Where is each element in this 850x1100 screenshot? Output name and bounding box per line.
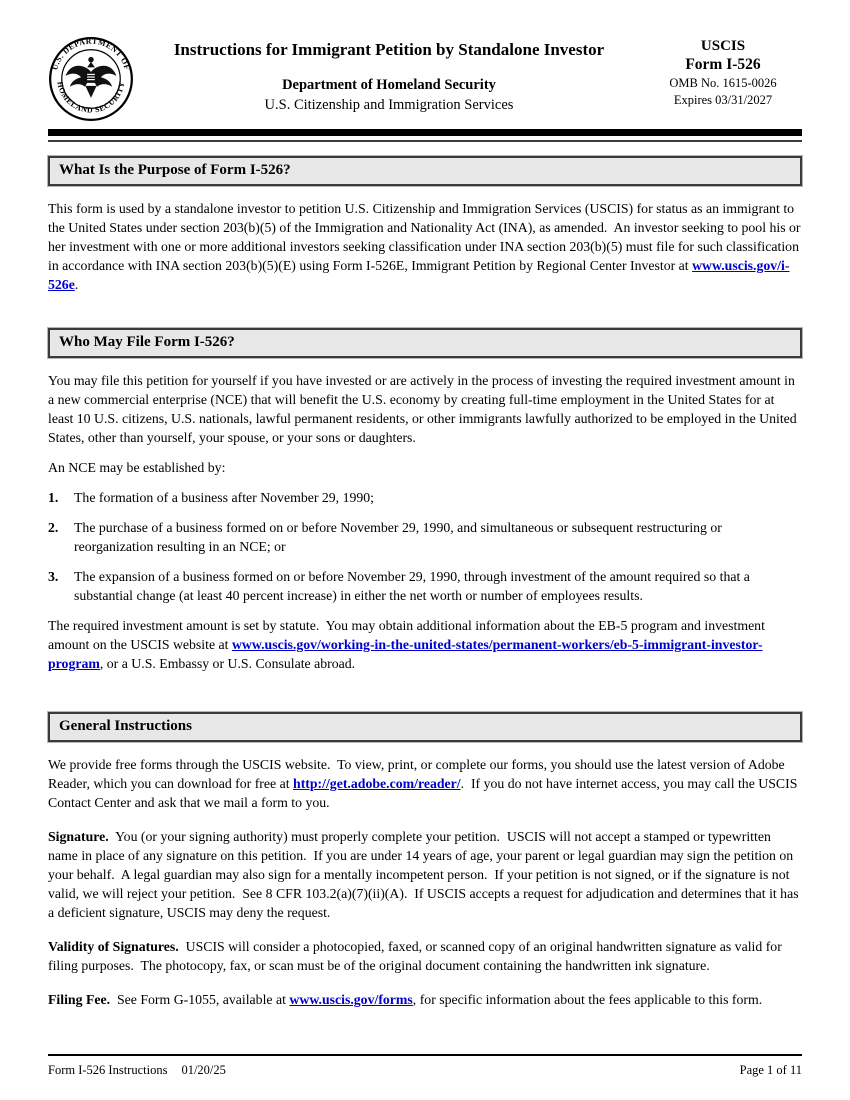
purpose-paragraph: [48, 199, 802, 294]
page-footer: [48, 1054, 802, 1078]
header-rule-thick: [48, 129, 802, 136]
purpose-text-1: This form is used by a standalone investor to petition U.S. Citizenship and Immigration Services (USCIS) for status as an immigrant to the United States under section 203(b)(5) of the Immigration and Nationality Act (INA), as amended. An investor seeking to pool his or her investment with one or more additional investors seeking classification under INA section 203(b)(5) must file for such classification in accordance with INA section 203(b)(5)(E) using Form I-526E, Immigrant Petition by Regional Center Investor at: [48, 201, 804, 273]
signature-text: You (or your signing authority) must properly complete your petition. USCIS will not accept a stamped or typewritten name in place of any signature on this petition. If you are under 14 years of age, your parent or legal guardian may sign the petition on your behalf. A legal guardian may also sign for a mentally incompetent person. If your petition is not signed, or if the signature is not valid, we will reject your petition. See 8 CFR 103.2(a)(7)(ii)(A). If USCIS accepts a request for adjudication and determines that it has a deficient signature, USCIS may deny the request.: [48, 829, 803, 920]
eagle-glyph: [66, 57, 117, 98]
list-item-number: 1.: [48, 490, 59, 505]
list-item: [48, 567, 802, 605]
agency-name: U.S. Citizenship and Immigration Services: [264, 97, 514, 113]
list-item-text: The purchase of a business formed on or before November 29, 1990, and simultaneous or subsequent restructuring or reorganization resulting in an NCE; or: [74, 520, 726, 554]
form-number: Form I-526: [685, 56, 761, 73]
investment-text-2: , or a U.S. Embassy or U.S. Consulate abroad.: [99, 656, 356, 671]
footer-form-label: Form I-526 Instructions: [48, 1063, 168, 1077]
footer-edition-date: 01/20/25: [181, 1063, 226, 1077]
department-name: Department of Homeland Security: [282, 77, 496, 93]
list-item: [48, 488, 802, 507]
filing-fee-lead: Filing Fee.: [48, 992, 111, 1007]
nce-established-intro: An NCE may be established by:: [48, 460, 226, 475]
header-rule-thin: [48, 140, 802, 142]
validity-text: USCIS will consider a photocopied, faxed, or scanned copy of an original handwritten signature as valid for filing purposes. The photocopy, fax, or scan must be of the original document containing the handwritten ink signature.: [48, 939, 786, 973]
signature-paragraph: [48, 827, 802, 922]
list-item-text: The formation of a business after November 29, 1990;: [74, 490, 375, 505]
investment-amount-paragraph: [48, 616, 802, 673]
link-eb5-program[interactable]: www.uscis.gov/working-in-the-united-states/permanent-workers/eb-5-immigrant-investor-program: [48, 637, 763, 671]
filing-fee-paragraph: [48, 990, 802, 1009]
who-may-file-paragraph: You may file this petition for yourself if you have invested or are actively in the process of investing the required investment amount in a new commercial enterprise (NCE) that will benefit the U.S. economy by creating full-time employment in the United States for at least 10 U.S. citizens, U.S. nationals, lawful permanent residents, or other immigrants lawfully authorized to be employed in the United States, other than yourself, your spouse, or your sons or daughters.: [48, 373, 801, 445]
section-heading-who-may-file: Who May File Form I-526?: [48, 328, 802, 358]
free-forms-paragraph: [48, 755, 802, 812]
footer-page-number: Page 1 of 11: [739, 1063, 802, 1077]
svg-text:HOMELAND SECURITY: HOMELAND SECURITY: [55, 80, 127, 115]
expiration-date: Expires 03/31/2027: [673, 93, 773, 107]
link-uscis-i526e[interactable]: www.uscis.gov/i-526e: [48, 258, 790, 292]
link-uscis-forms[interactable]: www.uscis.gov/forms: [289, 992, 413, 1007]
signature-lead: Signature.: [48, 829, 109, 844]
list-item-number: 2.: [48, 520, 59, 535]
validity-lead: Validity of Signatures.: [48, 939, 179, 954]
list-item: [48, 518, 802, 556]
link-adobe-reader[interactable]: http://get.adobe.com/reader/: [293, 776, 461, 791]
filing-fee-text-2: , for specific information about the fees applicable to this form.: [412, 992, 763, 1007]
investment-text-1: The required investment amount is set by statute. You may obtain additional information about the EB-5 program and investment amount on the USCIS website at: [48, 618, 769, 652]
omb-number: OMB No. 1615-0026: [669, 76, 777, 90]
svg-text:U.S. DEPARTMENT OF: U.S. DEPARTMENT OF: [49, 36, 133, 72]
list-item-text: The expansion of a business formed on or before November 29, 1990, through investment of the amount required so that a substantial change (at least 40 percent increase) in either the net worth or number of employees results.: [74, 569, 754, 603]
footer-form-id: [48, 1063, 226, 1078]
free-forms-text-2: . If you do not have internet access, you may call the USCIS Contact Center and ask that we mail a form to you.: [48, 776, 801, 810]
page-header: [48, 36, 802, 122]
free-forms-text-1: We provide free forms through the USCIS website. To view, print, or complete our forms, you should use the latest version of Adobe Reader, which you can download for free at: [48, 757, 789, 791]
header-title-block: [134, 36, 644, 114]
section-heading-general-instructions: General Instructions: [48, 712, 802, 742]
nce-methods-list: [48, 488, 802, 605]
form-title: Instructions for Immigrant Petition by Standalone Investor: [173, 40, 605, 59]
filing-fee-text-1: See Form G-1055, available at: [110, 992, 290, 1007]
section-heading-purpose: What Is the Purpose of Form I-526?: [48, 156, 802, 186]
list-item-number: 3.: [48, 569, 59, 584]
form-id-block: [644, 36, 802, 108]
dhs-seal-icon: [48, 36, 134, 122]
purpose-text-2: .: [74, 277, 79, 292]
validity-of-signatures-paragraph: [48, 937, 802, 975]
agency-acronym: USCIS: [700, 38, 746, 54]
